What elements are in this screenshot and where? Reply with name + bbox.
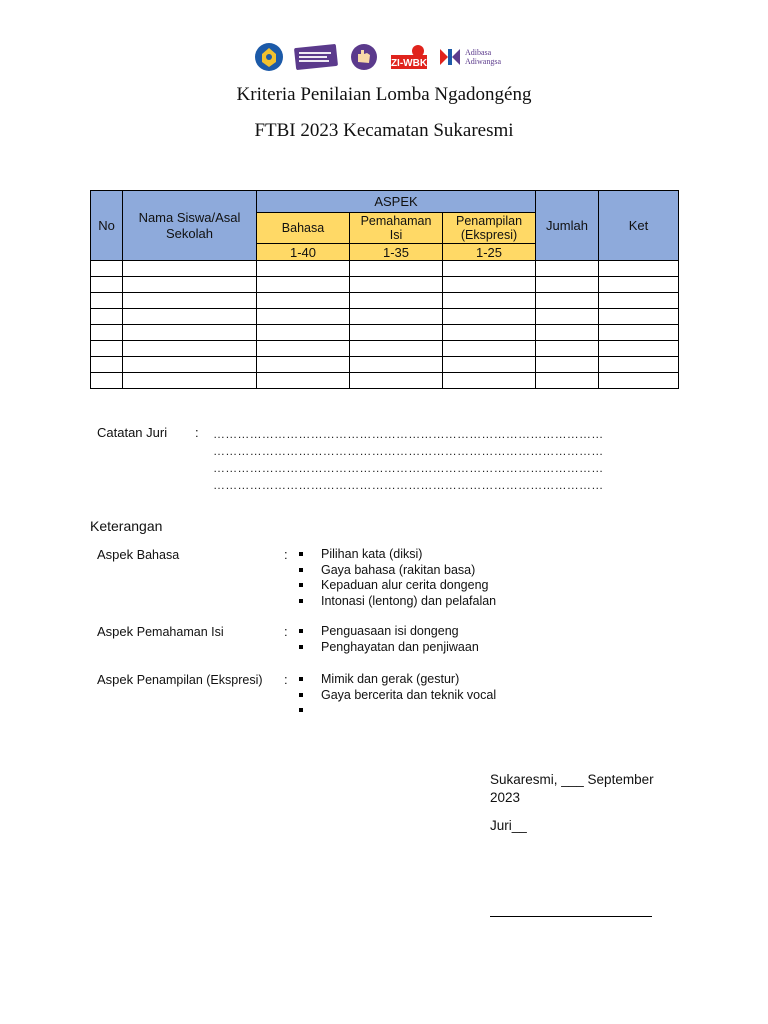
aspect-name: Pemahaman Isi	[136, 625, 224, 639]
header-jumlah: Jumlah	[536, 191, 599, 261]
criteria-text: Gaya bercerita dan teknik vocal	[321, 687, 497, 702]
notes-colon: :	[195, 425, 199, 440]
criteria-text: Kepaduan alur cerita dongeng	[321, 578, 489, 592]
criteria-text: Penghayatan dan penjiwaan	[321, 639, 479, 654]
logo-bar	[254, 40, 526, 74]
place-date-year: 2023	[490, 790, 521, 805]
page-title: Kriteria Penilaian Lomba Ngadongéng	[236, 84, 532, 105]
table-row	[91, 309, 679, 325]
signature-line[interactable]	[490, 916, 652, 917]
aspect-name: Bahasa	[136, 548, 180, 562]
aspect-prefix: Aspek	[97, 672, 134, 687]
criteria-text: Mimik dan gerak (gestur)	[321, 672, 460, 686]
page-subtitle: FTBI 2023 Kecamatan Sukaresmi	[254, 120, 514, 141]
aspect-criteria-list	[299, 672, 496, 703]
score-table	[90, 190, 679, 389]
header-pemahaman-isi: Pemahaman Isi	[350, 213, 443, 244]
list-item	[299, 672, 496, 688]
svg-text:ZI-WBK: ZI-WBK	[390, 58, 428, 69]
notes-line[interactable]: ……………………………………………………………………………………	[213, 478, 604, 492]
bullet-icon	[299, 552, 303, 556]
notes-line[interactable]: ……………………………………………………………………………………	[213, 461, 604, 475]
criteria-text: Pilihan kata (diksi)	[321, 547, 423, 561]
keterangan-heading: Keterangan	[90, 518, 163, 534]
adiwangsa-text: Adiwangsa	[465, 57, 501, 66]
bullet-icon	[299, 693, 303, 697]
bullet-icon	[299, 677, 303, 681]
table-row	[91, 293, 679, 309]
table-row	[91, 261, 679, 277]
table-row	[91, 357, 679, 373]
bullet-icon	[299, 599, 303, 603]
notes-line[interactable]: ……………………………………………………………………………………	[213, 444, 604, 458]
aspect-name: Penampilan (Ekspresi)	[136, 673, 263, 687]
table-row	[91, 277, 679, 293]
header-aspek: ASPEK	[257, 191, 536, 213]
aspect-prefix: Aspek	[97, 547, 134, 562]
aspect-colon: :	[284, 624, 288, 639]
header-ket: Ket	[599, 191, 679, 261]
list-item	[299, 578, 496, 594]
juri-label: Juri__	[490, 818, 527, 833]
criteria-text: Penguasaan isi dongeng	[321, 624, 459, 638]
aspect-criteria-list	[299, 547, 496, 609]
aspect-criteria-list	[299, 624, 479, 655]
list-item	[299, 624, 479, 640]
range-bahasa: 1-40	[257, 244, 350, 261]
range-pemahaman: 1-35	[350, 244, 443, 261]
badan-bahasa-logo	[294, 42, 338, 72]
adibasa-adiwangsa-logo	[438, 42, 512, 72]
zi-wbk-logo	[390, 42, 428, 72]
notes-label: Catatan Juri	[97, 425, 168, 440]
list-item	[299, 547, 496, 563]
header-nama-siswa: Nama Siswa/Asal Sekolah	[123, 191, 257, 261]
notes-line[interactable]: ……………………………………………………………………………………	[213, 427, 604, 441]
list-item	[299, 563, 496, 579]
table-row	[91, 341, 679, 357]
aspect-colon: :	[284, 547, 288, 562]
bullet-icon	[299, 629, 303, 633]
bullet-icon	[299, 708, 303, 712]
aspect-colon: :	[284, 672, 288, 687]
hand-logo	[348, 42, 380, 72]
adibasa-text: Adibasa	[465, 48, 492, 57]
header-no: No	[91, 191, 123, 261]
list-item	[299, 688, 496, 704]
table-row	[91, 325, 679, 341]
kemdikbud-logo	[254, 42, 284, 72]
list-item	[299, 640, 479, 656]
bullet-icon	[299, 583, 303, 587]
criteria-text: Gaya bahasa (rakitan basa)	[321, 562, 476, 577]
range-penampilan: 1-25	[443, 244, 536, 261]
table-row	[91, 373, 679, 389]
criteria-text: Intonasi (lentong) dan pelafalan	[321, 593, 497, 608]
list-item	[299, 594, 496, 610]
header-bahasa: Bahasa	[257, 213, 350, 244]
aspect-prefix: Aspek	[97, 624, 134, 639]
header-penampilan: Penampilan (Ekspresi)	[443, 213, 536, 244]
place-date: Sukaresmi, ___ September	[490, 772, 654, 787]
bullet-icon	[299, 568, 303, 572]
bullet-icon	[299, 645, 303, 649]
